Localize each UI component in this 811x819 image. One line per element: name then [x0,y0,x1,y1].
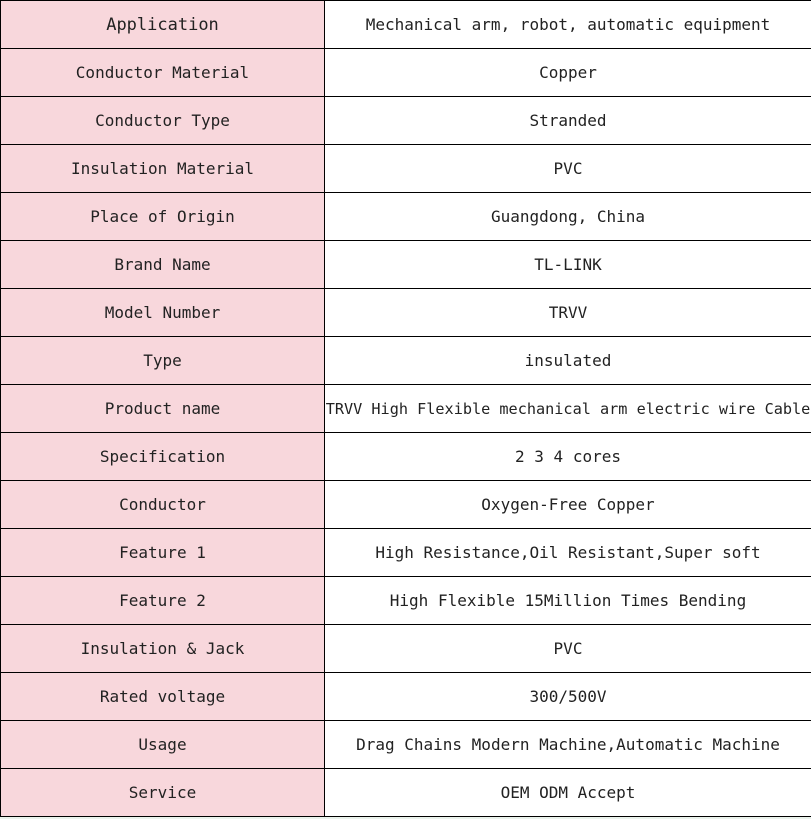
table-row [1,193,811,241]
row-value-insulation-material: PVC [325,145,811,193]
table-row [1,577,811,625]
row-label-rated-voltage: Rated voltage [1,673,325,721]
table-row [1,1,811,49]
table-row [1,289,811,337]
table-row [1,97,811,145]
row-value-product-name: TRVV High Flexible mechanical arm electric wire Cable [325,385,811,433]
row-value-conductor-type: Stranded [325,97,811,145]
row-label-conductor-type: Conductor Type [1,97,325,145]
row-label-specification: Specification [1,433,325,481]
row-label-brand-name: Brand Name [1,241,325,289]
table-row [1,625,811,673]
row-value-specification: 2 3 4 cores [325,433,811,481]
row-value-type: insulated [325,337,811,385]
row-value-insulation-jack: PVC [325,625,811,673]
row-value-conductor-material: Copper [325,49,811,97]
row-value-usage: Drag Chains Modern Machine,Automatic Machine [325,721,811,769]
table-row [1,673,811,721]
row-value-feature-2: High Flexible 15Million Times Bending [325,577,811,625]
row-label-type: Type [1,337,325,385]
row-value-feature-1: High Resistance,Oil Resistant,Super soft [325,529,811,577]
table-row [1,481,811,529]
row-label-conductor-material: Conductor Material [1,49,325,97]
row-label-application: Application [1,1,325,49]
row-value-model-number: TRVV [325,289,811,337]
row-value-brand-name: TL-LINK [325,241,811,289]
row-value-service: OEM ODM Accept [325,769,811,817]
row-label-service: Service [1,769,325,817]
row-label-feature-2: Feature 2 [1,577,325,625]
row-label-insulation-material: Insulation Material [1,145,325,193]
row-value-application: Mechanical arm, robot, automatic equipment [325,1,811,49]
row-label-insulation-jack: Insulation & Jack [1,625,325,673]
row-label-feature-1: Feature 1 [1,529,325,577]
table-row [1,433,811,481]
table-row [1,337,811,385]
row-label-place-of-origin: Place of Origin [1,193,325,241]
table-row [1,721,811,769]
table-row [1,529,811,577]
row-label-conductor: Conductor [1,481,325,529]
row-value-place-of-origin: Guangdong, China [325,193,811,241]
row-value-conductor: Oxygen-Free Copper [325,481,811,529]
table-row [1,241,811,289]
row-label-model-number: Model Number [1,289,325,337]
table-row [1,385,811,433]
row-value-rated-voltage: 300/500V [325,673,811,721]
table-row [1,145,811,193]
row-label-usage: Usage [1,721,325,769]
table-row [1,769,811,817]
row-label-product-name: Product name [1,385,325,433]
table-row [1,49,811,97]
